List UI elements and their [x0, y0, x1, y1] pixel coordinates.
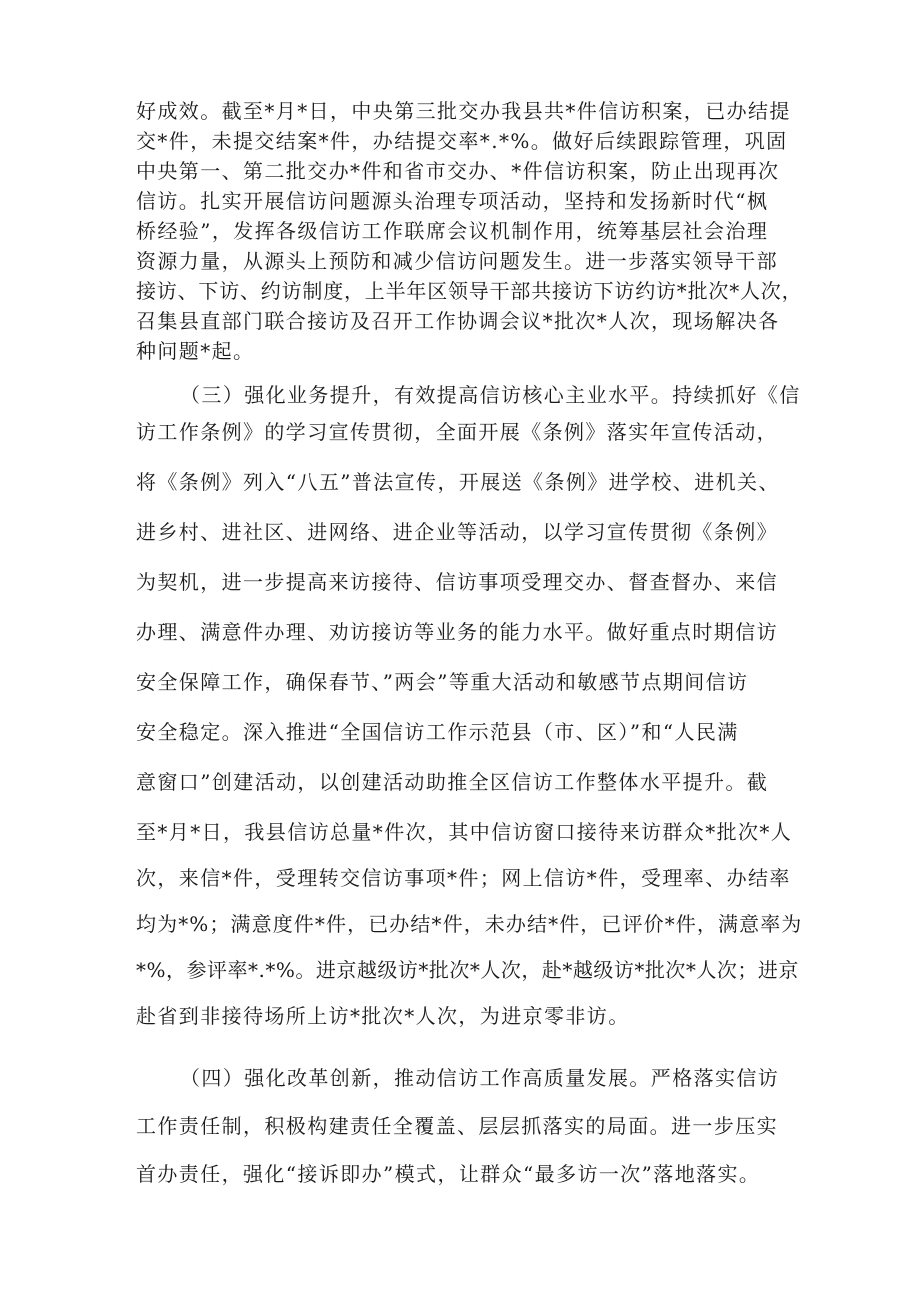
text-line: 安全稳定。深入推进“全国信访工作示范县（市、区）”和“人民满 [136, 720, 739, 744]
text-line: 首办责任，强化“接诉即办”模式，让群众“最多访一次”落地落实。 [136, 1162, 761, 1186]
section-heading-line: （四）强化改革创新，推动信访工作高质量发展。严格落实信访 [180, 1066, 780, 1090]
text-line: 至*月*日，我县信访总量*件次，其中信访窗口接待来访群众*批次*人 [136, 820, 793, 844]
text-line: *%，参评率*.*%。进京越级访*批次*人次，赴*越级访*批次*人次；进京 [136, 958, 799, 982]
text-line: 赴省到非接待场所上访*批次*人次，为进京零非访。 [136, 1004, 630, 1028]
text-line: 工作责任制，积极构建责任全覆盖、层层抓落实的局面。进一步压实 [136, 1114, 778, 1138]
text-line: 召集县直部门联合接访及召开工作协调会议*批次*人次，现场解决各 [136, 309, 780, 333]
text-line: 为契机，进一步提高来访接待、信访事项受理交办、督查督办、来信 [136, 570, 778, 594]
text-line: 交*件，未提交结案*件，办结提交率*.*%。做好后续跟踪管理，巩固 [136, 129, 788, 153]
text-line: 将《条例》列入“八五”普法宣传，开展送《条例》进学校、进机关、 [136, 470, 780, 494]
text-line: 接访、下访、约访制度，上半年区领导干部共接访下访约访*批次*人次， [136, 279, 803, 303]
text-line: 中央第一、第二批交办*件和省市交办、*件信访积案，防止出现再次 [136, 159, 780, 183]
text-line: 均为*%；满意度件*件，已办结*件，未办结*件，已评价*件，满意率为 [136, 912, 803, 936]
section-heading-line: （三）强化业务提升，有效提高信访核心主业水平。持续抓好《信 [180, 383, 801, 407]
text-line: 信访。扎实开展信访问题源头治理专项活动，坚持和发扬新时代“枫 [136, 189, 769, 213]
text-line: 办理、满意件办理、劝访接访等业务的能力水平。做好重点时期信访 [136, 620, 778, 644]
text-line: 桥经验”，发挥各级信访工作联席会议机制作用，统筹基层社会治理 [136, 219, 769, 243]
text-line: 进乡村、进社区、进网络、进企业等活动，以学习宣传贯彻《条例》 [136, 520, 778, 544]
text-line: 好成效。截至*月*日，中央第三批交办我县共*件信访积案，已办结提 [136, 99, 791, 123]
text-line: 访工作条例》的学习宣传贯彻，全面开展《条例》落实年宣传活动， [136, 420, 778, 444]
text-line: 意窗口”创建活动，以创建活动助推全区信访工作整体水平提升。截 [136, 770, 769, 794]
text-line: 种问题*起。 [136, 339, 255, 363]
text-line: 安全保障工作，确保春节、”两会”等重大活动和敏感节点期间信访 [136, 670, 749, 694]
text-line: 资源力量，从源头上预防和减少信访问题发生。进一步落实领导干部 [136, 249, 778, 273]
text-line: 次，来信*件，受理转交信访事项*件；网上信访*件，受理率、办结率 [136, 866, 791, 890]
